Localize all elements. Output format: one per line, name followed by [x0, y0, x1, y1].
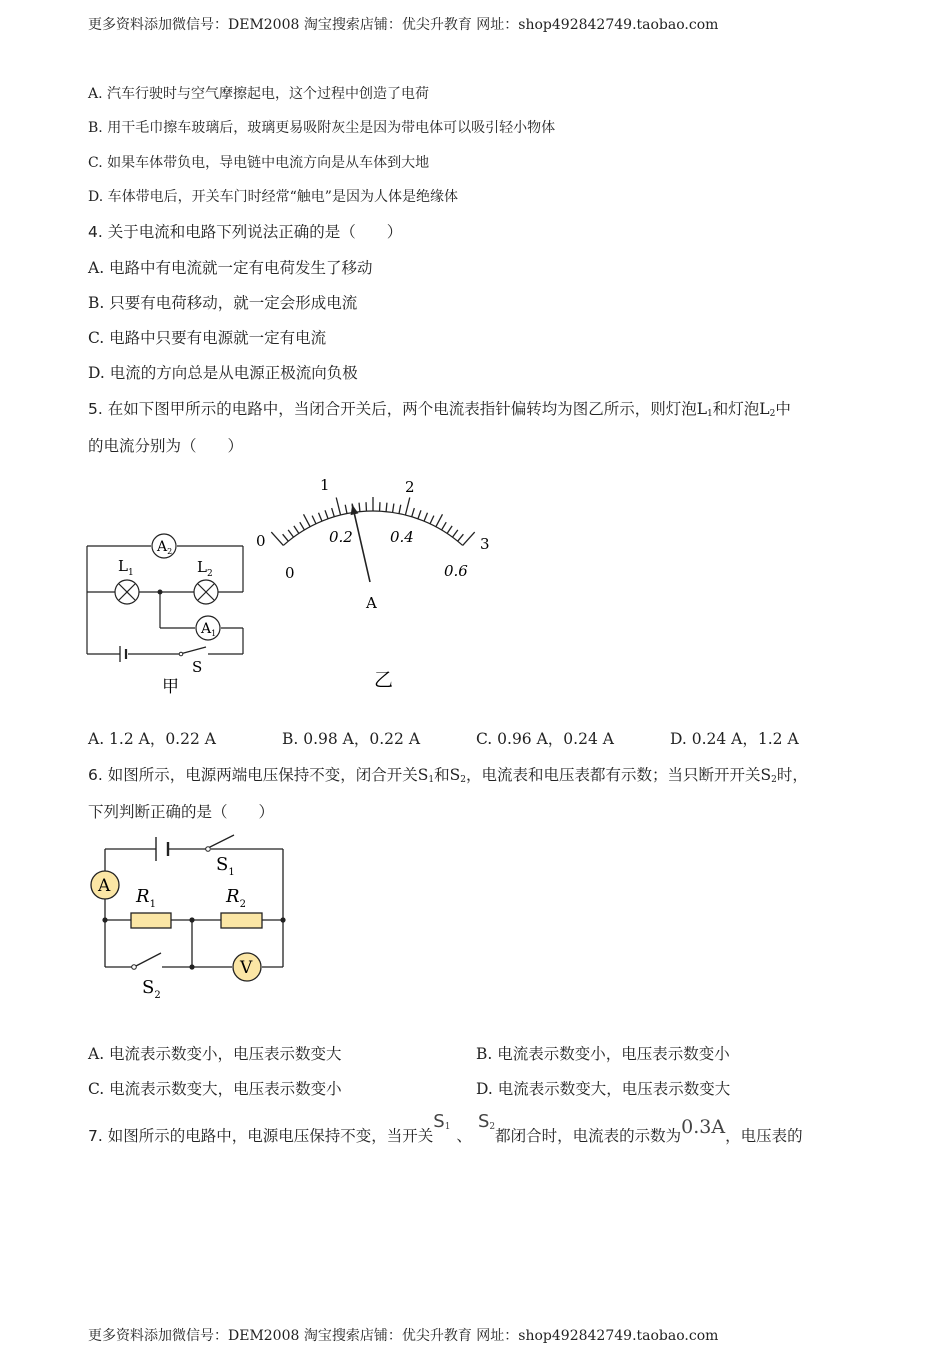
dial-tick	[399, 505, 401, 514]
dial-tick	[336, 498, 340, 515]
dial-tick	[359, 503, 360, 512]
q7-s2: S	[478, 1111, 489, 1132]
q5-l1: L	[697, 400, 707, 418]
q6-stem-b: ，电流表和电压表都有示数；当只断开开关	[466, 766, 761, 784]
junction-dot	[189, 917, 194, 922]
dial-tick	[332, 508, 335, 517]
switch-s-label: S	[192, 658, 202, 676]
dial-tick	[271, 532, 283, 545]
voltmeter-label: V	[239, 958, 253, 978]
dial-upper-tick-2: 2	[405, 478, 415, 496]
dial-tick	[283, 534, 289, 541]
q5-stem	[88, 397, 791, 419]
dial-tick	[463, 532, 475, 545]
q6-stem-c: 时，	[777, 766, 808, 784]
q3-option-b: B. 用干毛巾擦车玻璃后，玻璃更易吸附灰尘是因为带电体可以吸引轻小物体	[88, 117, 555, 137]
dial-arc	[283, 511, 462, 545]
figure-jia-caption: 甲	[162, 677, 179, 697]
dial-tick	[294, 526, 299, 533]
figure-yi-caption: 乙	[374, 669, 393, 691]
dial-tick	[386, 503, 387, 512]
dial-tick	[442, 522, 447, 530]
page-header: 更多资料添加微信号：DEM2008 淘宝搜索店铺：优尖升教育 网址：shop492842749.taobao.com	[88, 14, 718, 34]
junction-dot	[280, 917, 285, 922]
switch-pivot	[179, 652, 183, 656]
q6-s2b-sub: 2	[771, 775, 777, 785]
q6-s2-sub: 2	[460, 775, 466, 785]
q7-stem-c: ，电压表的	[725, 1127, 803, 1145]
dial-tick	[418, 510, 421, 518]
resistor-r1-label: $R_1$	[135, 886, 156, 910]
q5-l2-sub: 2	[770, 409, 776, 419]
junction-dot	[102, 917, 107, 922]
q5-and: 和灯泡	[713, 400, 760, 418]
junction-dot	[189, 964, 194, 969]
q6-circuit-figure	[86, 828, 298, 1008]
q6-stem	[88, 763, 808, 785]
q6-s2: S	[450, 766, 461, 784]
dial-tick	[304, 514, 311, 526]
ammeter-label: A	[97, 876, 111, 896]
dial-lower-tick-3: 0.6	[444, 562, 468, 580]
q5-circuit-figure	[80, 528, 260, 700]
q6-s2b: S	[761, 766, 772, 784]
q5-option-a: A. 1.2 A，0.22 A	[88, 727, 216, 749]
dial-tick	[447, 526, 452, 533]
q6-option-b: B. 电流表示数变小，电压表示数变小	[476, 1042, 730, 1064]
switch-s2-label: $S_2$	[142, 977, 161, 1001]
q7-stem-a: 如图所示的电路中，电源电压保持不变，当开关	[108, 1127, 434, 1145]
q6-option-c: C. 电流表示数变大，电压表示数变小	[88, 1077, 342, 1099]
q4-number: 4.	[88, 223, 103, 241]
dial-lower-tick-1: 0.2	[329, 528, 353, 546]
q7-s1: S	[433, 1111, 444, 1132]
q4-option-c: C. 电路中只要有电源就一定有电流	[88, 326, 326, 348]
dial-tick	[430, 516, 434, 524]
dial-lower-tick-0: 0	[285, 564, 295, 582]
q5-option-c: C. 0.96 A，0.24 A	[476, 727, 614, 749]
q6-s1: S	[418, 766, 429, 784]
q5-stem-c: 的电流分别为（ ）	[88, 434, 243, 456]
junction-dot	[158, 590, 163, 595]
ammeter-a1-label: $A_1$	[200, 621, 216, 638]
q5-ammeter-dial-figure	[248, 470, 508, 695]
dial-tick	[436, 514, 443, 526]
q5-number: 5.	[88, 400, 103, 418]
switch-s1-pivot	[206, 847, 211, 852]
q3-option-d: D. 车体带电后，开关车门时经常“触电”是因为人体是绝缘体	[88, 186, 458, 206]
q6-option-a: A. 电流表示数变小，电压表示数变大	[88, 1042, 342, 1064]
q4-option-b: B. 只要有电荷移动，就一定会形成电流	[88, 291, 357, 313]
switch-s1-label: $S_1$	[216, 854, 235, 878]
dial-lower-tick-2: 0.4	[390, 528, 414, 546]
dial-tick	[288, 530, 293, 537]
dial-tick	[325, 510, 328, 518]
dial-tick	[393, 504, 394, 513]
q7-sep: 、	[456, 1127, 472, 1145]
dial-tick	[312, 516, 316, 524]
dial-tick	[458, 534, 464, 541]
q3-option-c: C. 如果车体带负电，导电链中电流方向是从车体到大地	[88, 152, 429, 172]
q6-stem-d: 下列判断正确的是（ ）	[88, 800, 274, 822]
q6-s1-sub: 1	[428, 775, 434, 785]
q7-stem-b: 都闭合时，电流表的示数为	[495, 1127, 681, 1145]
q6-option-d: D. 电流表示数变大，电压表示数变大	[476, 1077, 730, 1099]
page-footer: 更多资料添加微信号：DEM2008 淘宝搜索店铺：优尖升教育 网址：shop492842749.taobao.com	[88, 1325, 718, 1345]
dial-tick	[412, 508, 415, 517]
q7-s1-sub: 1	[445, 1122, 451, 1132]
q5-stem-a: 在如下图甲所示的电路中，当闭合开关后，两个电流表指针偏转均为图乙所示，则灯泡	[108, 400, 697, 418]
q4-option-d: D. 电流的方向总是从电源正极流向负极	[88, 361, 358, 383]
switch-s2-pivot	[132, 965, 137, 970]
q5-stem-b: 中	[775, 400, 791, 418]
q4-stem	[88, 220, 402, 242]
q5-l2: L	[759, 400, 769, 418]
q6-and: 和	[434, 766, 450, 784]
dial-pointer	[352, 505, 370, 582]
q3-option-a: A. 汽车行驶时与空气摩擦起电，这个过程中创造了电荷	[88, 83, 429, 103]
dial-upper-tick-3: 3	[480, 535, 490, 553]
dial-pointer-head	[351, 505, 359, 516]
q5-option-d: D. 0.24 A，1.2 A	[670, 727, 799, 749]
resistor-r2-label: $R_2$	[225, 886, 246, 910]
lamp-l2-label: $L_2$	[197, 558, 213, 579]
dial-tick	[453, 530, 458, 537]
lamp-l1-label: $L_1$	[118, 557, 134, 578]
dial-tick	[345, 505, 347, 514]
q5-l1-sub: 1	[707, 409, 713, 419]
q7-value: 0.3A	[681, 1116, 725, 1138]
q5-option-b: B. 0.98 A，0.22 A	[282, 727, 420, 749]
dial-upper-tick-1: 1	[320, 476, 330, 494]
q6-stem-a: 如图所示，电源两端电压保持不变，闭合开关	[108, 766, 418, 784]
q7-stem	[88, 1110, 803, 1150]
dial-tick	[300, 522, 305, 530]
q7-number: 7.	[88, 1127, 103, 1145]
dial-tick	[405, 498, 409, 515]
q6-number: 6.	[88, 766, 103, 784]
q7-s2-sub: 2	[489, 1122, 495, 1132]
q4-stem-text: 关于电流和电路下列说法正确的是（ ）	[108, 223, 403, 241]
resistor-r1	[131, 913, 171, 928]
dial-unit-label: A	[365, 594, 377, 612]
dial-tick	[424, 513, 427, 521]
resistor-r2	[221, 913, 262, 928]
ammeter-a2-label: $A_2$	[156, 539, 172, 556]
dial-upper-tick-0: 0	[256, 532, 266, 550]
q4-option-a: A. 电路中有电流就一定有电荷发生了移动	[88, 256, 373, 278]
dial-tick	[319, 513, 322, 521]
